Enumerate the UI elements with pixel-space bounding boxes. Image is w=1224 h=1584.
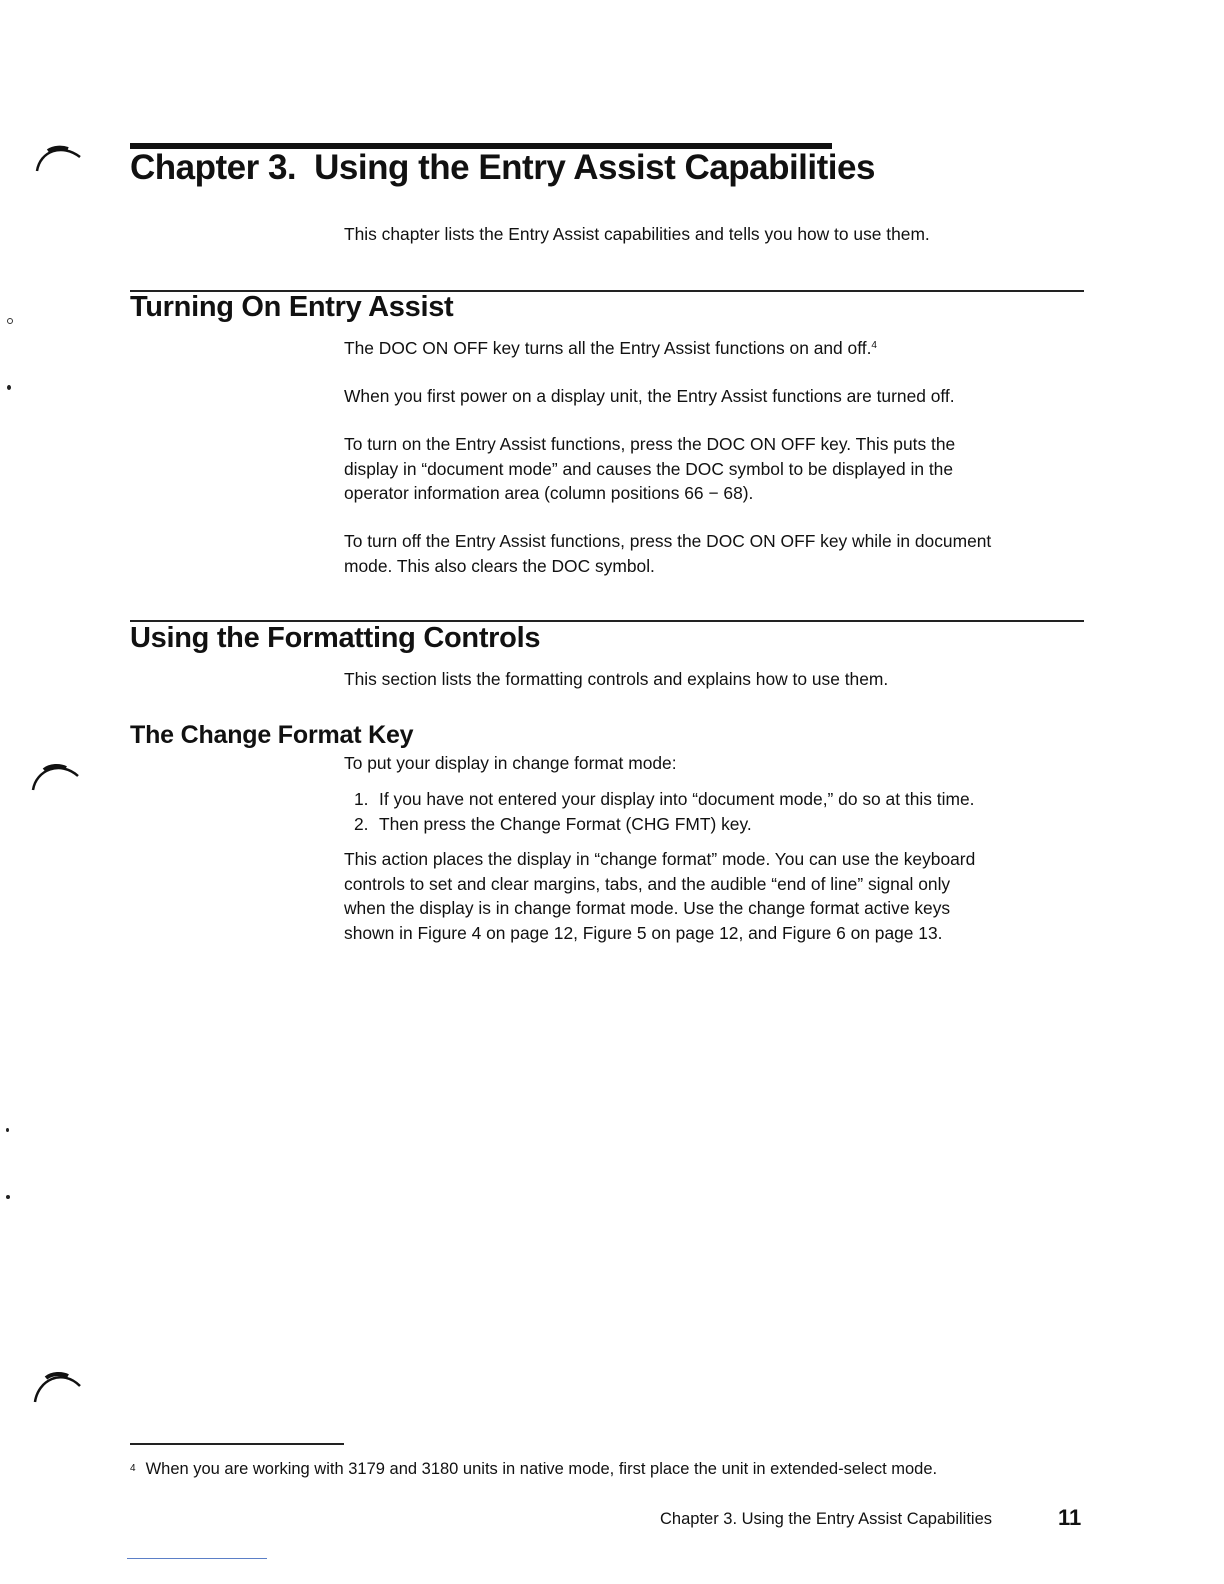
- list-item-text: Then press the Change Format (CHG FMT) key.: [379, 813, 752, 834]
- paragraph-change-format-lead: To put your display in change format mode:: [344, 753, 677, 773]
- text-line: display in “document mode” and causes the DOC symbol to be displayed in the: [344, 458, 953, 479]
- footnote: [130, 1460, 937, 1479]
- subsection-heading-change-format: The Change Format Key: [130, 721, 414, 749]
- binder-hole-mark-middle-icon: [30, 760, 82, 792]
- scan-edge-line: [127, 1558, 267, 1559]
- text-line: mode. This also clears the DOC symbol.: [344, 555, 655, 576]
- margin-speck: [7, 318, 13, 324]
- section-heading-turning-on: Turning On Entry Assist: [130, 291, 454, 323]
- binder-hole-mark-top-icon: [34, 143, 84, 173]
- text-line: when the display is in change format mode. Use the change format active keys: [344, 898, 951, 918]
- list-item: [354, 787, 1094, 812]
- paragraph-formatting-intro: This section lists the formatting controls and explains how to use them.: [344, 669, 889, 689]
- footnote-reference[interactable]: 4: [871, 340, 877, 351]
- section-heading-formatting: Using the Formatting Controls: [130, 622, 541, 654]
- paragraph-turn-on: [344, 432, 1089, 506]
- chapter-number: Chapter 3.: [130, 148, 297, 187]
- footnote-text: When you are working with 3179 and 3180 units in native mode, first place the unit in extended-select mode.: [145, 1460, 938, 1478]
- list-item: [354, 812, 1094, 837]
- margin-speck: [7, 385, 11, 390]
- binder-hole-mark-bottom-icon: [32, 1368, 84, 1404]
- steps-list: [354, 787, 1094, 836]
- text-line: This action places the display in “change format” mode. You can use the keyboard: [344, 849, 976, 869]
- chapter-title-text: Using the Entry Assist Capabilities: [314, 148, 875, 187]
- text-line: operator information area (column positions 66 − 68).: [344, 483, 754, 503]
- list-item-number: 1.: [354, 789, 369, 809]
- text-line: controls to set and clear margins, tabs, and the audible “end of line” signal only: [344, 873, 951, 894]
- text-line: To turn on the Entry Assist functions, press the DOC ON OFF key. This puts the: [344, 434, 956, 454]
- list-item-number: 2.: [354, 813, 369, 834]
- margin-speck: [6, 1195, 10, 1199]
- running-footer: Chapter 3. Using the Entry Assist Capabilities: [660, 1510, 992, 1528]
- paragraph-turn-off: [344, 529, 1089, 578]
- text-line: shown in Figure 4 on page 12, Figure 5 on page 12, and Figure 6 on page 13.: [344, 922, 943, 943]
- paragraph-power-on: When you first power on a display unit, the Entry Assist functions are turned off.: [344, 386, 955, 406]
- chapter-title: [130, 148, 875, 188]
- chapter-intro: This chapter lists the Entry Assist capabilities and tells you how to use them.: [344, 224, 930, 244]
- page-number: 11: [1058, 1505, 1082, 1530]
- margin-speck: [6, 1128, 9, 1132]
- list-item-text: If you have not entered your display into “document mode,” do so at this time.: [379, 789, 975, 809]
- paragraph-doc-key: [344, 336, 1089, 361]
- footnote-rule: [130, 1443, 344, 1445]
- paragraph-change-format-mode: [344, 847, 1089, 945]
- footnote-mark: 4: [130, 1463, 136, 1474]
- paragraph-doc-key-text: The DOC ON OFF key turns all the Entry Assist functions on and off.: [344, 338, 872, 358]
- text-line: To turn off the Entry Assist functions, press the DOC ON OFF key while in document: [344, 531, 992, 551]
